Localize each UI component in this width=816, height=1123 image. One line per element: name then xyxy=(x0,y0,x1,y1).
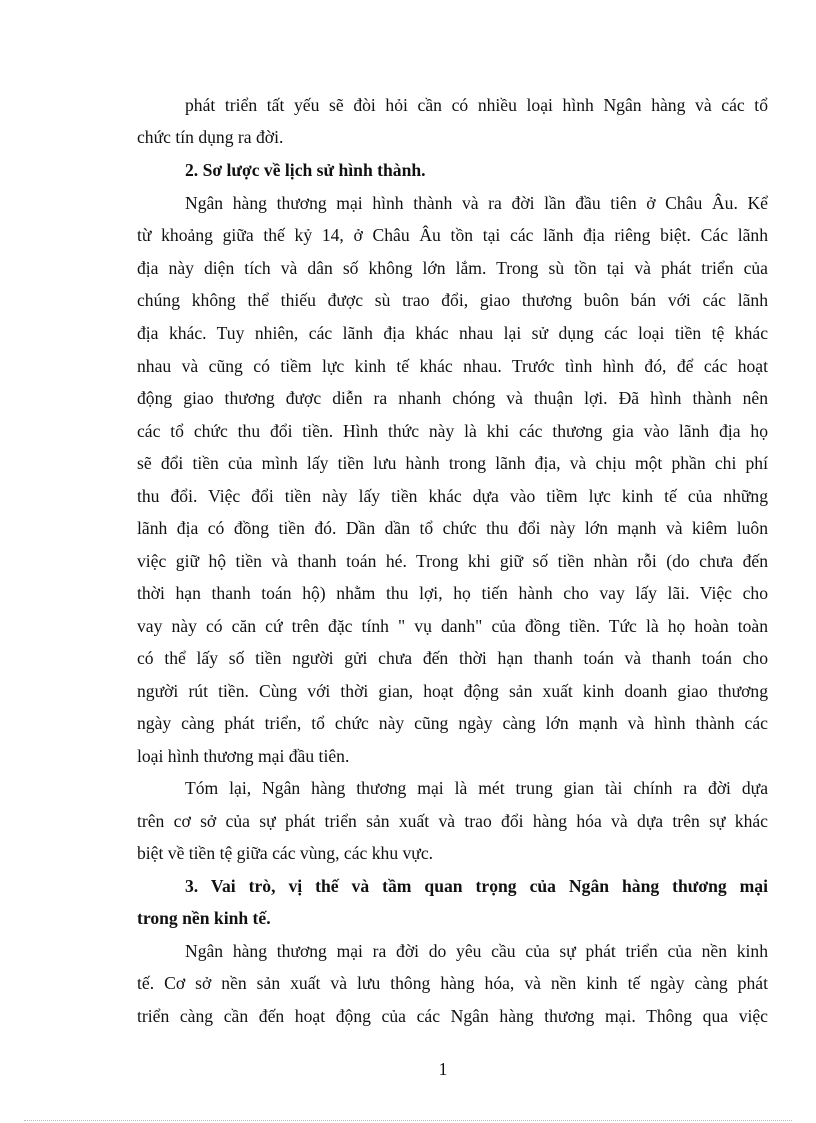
text-line: Ngân hàng thương mại hình thành và ra đời lần đầu tiên ở Châu Âu. Kể xyxy=(185,193,768,213)
text-line: loại hình thương mại đầu tiên. xyxy=(137,746,350,766)
text-line: địa khác. Tuy nhiên, các lãnh địa khác nhau lại sử dụng các loại tiền tệ khác xyxy=(137,323,768,343)
text-line: nhau và cũng có tiềm lực kinh tế khác nhau. Trước tình hình đó, để các hoạt xyxy=(137,356,768,376)
text-line: vay này có căn cứ trên đặc tính " vụ danh" của đồng tiền. Tức là họ hoàn toàn xyxy=(137,616,768,636)
text-line: động giao thương được diễn ra nhanh chóng và thuận lợi. Đã hình thành nên xyxy=(137,388,768,408)
text-line: biệt về tiền tệ giữa các vùng, các khu vực. xyxy=(137,843,434,863)
text-line: chúng không thể thiếu được sù trao đổi, giao thương buôn bán với các lãnh xyxy=(137,290,768,310)
section-heading: 3. Vai trò, vị thế và tầm quan trọng của Ngân hàng thương mại xyxy=(185,876,768,896)
text-line: từ khoảng giữa thế kỷ 14, ở Châu Âu tồn tại các lãnh địa riêng biệt. Các lãnh xyxy=(137,225,768,245)
text-line: lãnh địa có đồng tiền đó. Dần dần tổ chức thu đổi này lớn mạnh và kiêm luôn xyxy=(137,518,768,538)
text-line: chức tín dụng ra đời. xyxy=(137,127,284,147)
text-line: có thể lấy số tiền người gửi chưa đến thời hạn thanh toán và thanh toán cho xyxy=(137,648,768,668)
text-line: thời hạn thanh toán hộ) nhằm thu lợi, họ tiến hành cho vay lấy lãi. Việc cho xyxy=(137,583,768,603)
text-line: tế. Cơ sở nền sản xuất và lưu thông hàng hóa, và nền kinh tế ngày càng phát xyxy=(137,973,768,993)
text-line: người rút tiền. Cùng với thời gian, hoạt động sản xuất kinh doanh giao thương xyxy=(137,681,768,701)
text-line: trên cơ sở của sự phát triển sản xuất và trao đổi hàng hóa và dựa trên sự khác xyxy=(137,811,768,831)
text-line: Ngân hàng thương mại ra đời do yêu cầu của sự phát triển của nền kinh xyxy=(185,941,768,961)
section-heading: trong nền kinh tế. xyxy=(137,908,271,928)
text-line: ngày càng phát triển, tổ chức này cũng ngày càng lớn mạnh và hình thành các xyxy=(137,713,768,733)
section-heading: 2. Sơ lược về lịch sử hình thành. xyxy=(185,160,426,180)
text-line: phát triển tất yếu sẽ đòi hỏi cần có nhiều loại hình Ngân hàng và các tổ xyxy=(185,95,768,115)
page-number: 1 xyxy=(438,1059,448,1079)
text-line: sẽ đổi tiền của mình lấy tiền lưu hành trong lãnh địa, và chịu một phần chi phí xyxy=(137,453,768,473)
text-line: thu đổi. Việc đổi tiền này lấy tiền khác dựa vào tiềm lực kinh tế của những xyxy=(137,486,768,506)
text-line: triển càng cần đến hoạt động của các Ngân hàng thương mại. Thông qua việc xyxy=(137,1006,768,1026)
page-break-rule xyxy=(24,1120,792,1121)
text-line: việc giữ hộ tiền và thanh toán hé. Trong khi giữ số tiền nhàn rỗi (do chưa đến xyxy=(137,551,768,571)
text-line: địa này diện tích và dân số không lớn lắm. Trong sù tồn tại và phát triển của xyxy=(137,258,768,278)
text-line: Tóm lại, Ngân hàng thương mại là mét trung gian tài chính ra đời dựa xyxy=(185,778,768,798)
text-line: các tổ chức thu đổi tiền. Hình thức này là khi các thương gia vào lãnh địa họ xyxy=(137,421,768,441)
